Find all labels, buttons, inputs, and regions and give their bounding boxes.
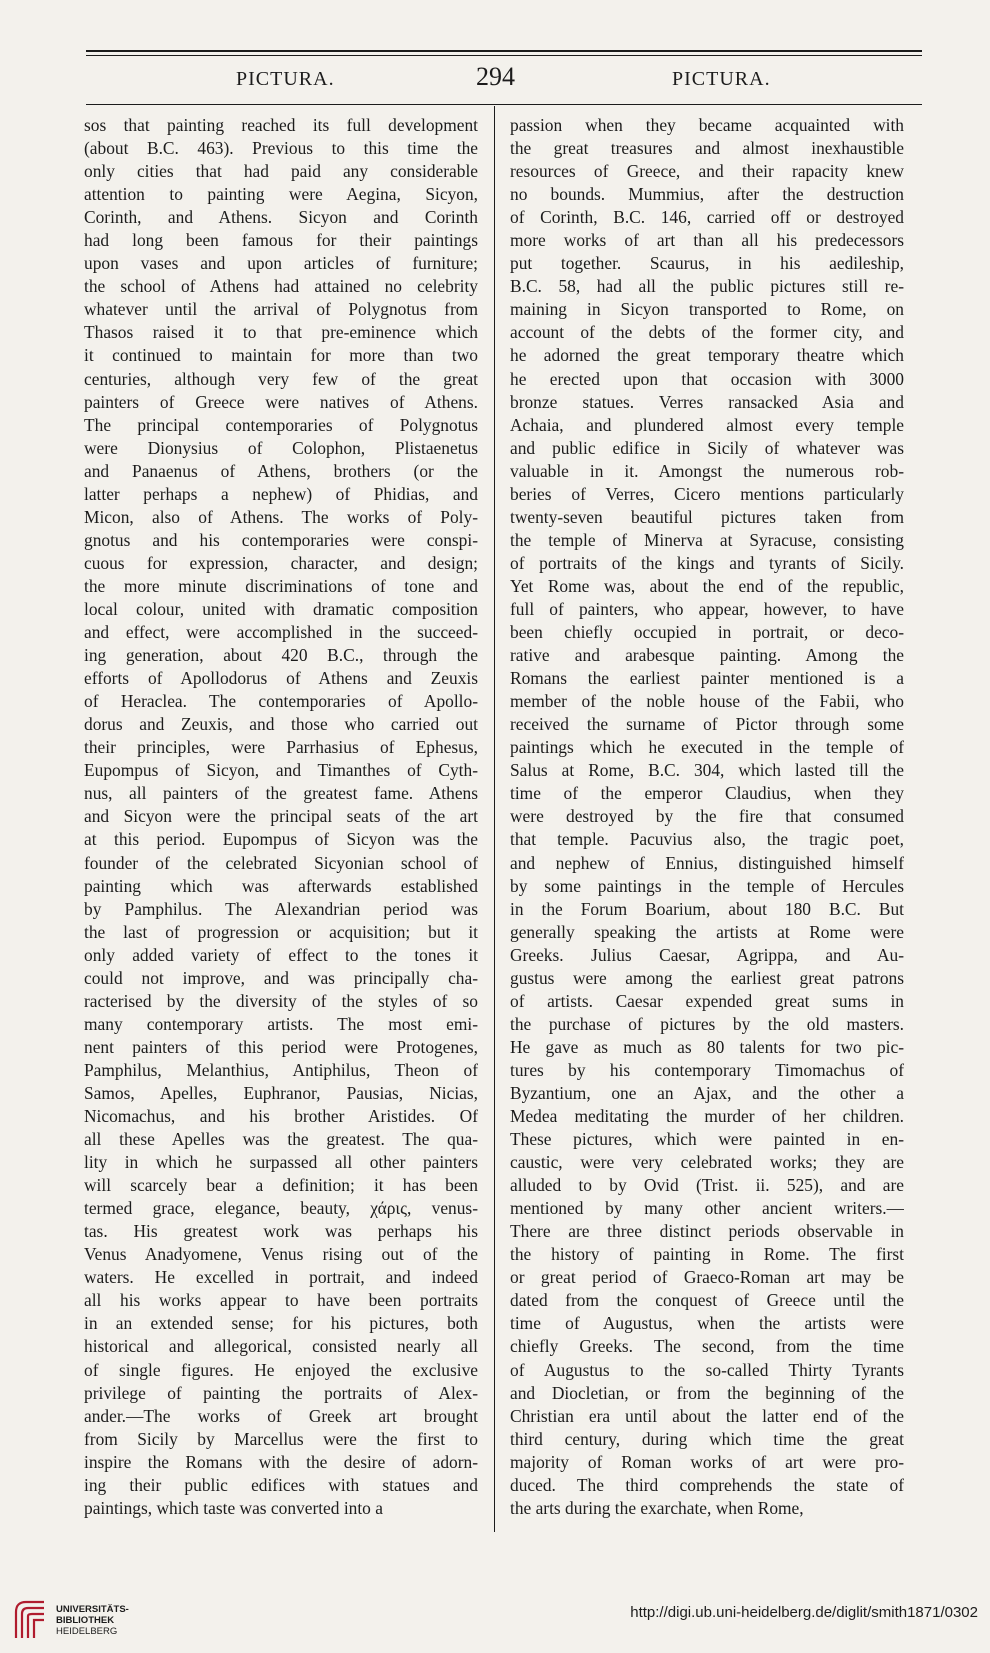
text-line: majority of Roman works of art were pro- xyxy=(510,1451,904,1472)
text-line: centuries, although very few of the great xyxy=(84,368,478,389)
text-line: the temple of Minerva at Syracuse, consisting xyxy=(510,529,904,550)
header-rule xyxy=(86,104,922,105)
header-left-title: PICTURA. xyxy=(236,68,335,90)
text-line: resources of Greece, and their rapacity knew xyxy=(510,161,904,182)
text-line: founder of the celebrated Sicyonian school of xyxy=(84,852,478,873)
text-line: all these Apelles was the greatest. The qua- xyxy=(84,1129,478,1150)
text-line: Medea meditating the murder of her children. xyxy=(510,1106,904,1127)
library-logo-icon xyxy=(12,1598,48,1642)
text-line: of Heraclea. The contemporaries of Apollo- xyxy=(84,691,478,712)
text-line: the arts during the exarchate, when Rome, xyxy=(510,1497,804,1518)
text-line: had long been famous for their paintings xyxy=(84,230,478,251)
text-line: Achaia, and plundered almost every temple xyxy=(510,414,904,435)
text-line: the last of progression or acquisition; but it xyxy=(84,921,478,942)
text-line: Pamphilus, Melanthius, Antiphilus, Theon of xyxy=(84,1059,478,1080)
text-line: ander.—The works of Greek art brought xyxy=(84,1405,478,1426)
text-line: time of Augustus, when the artists were xyxy=(510,1313,904,1334)
text-line: ing generation, about 420 B.C., through the xyxy=(84,645,478,666)
text-line: attention to painting were Aegina, Sicyon, xyxy=(84,184,478,205)
text-line: The principal contemporaries of Polygnotus xyxy=(84,414,478,435)
text-line: painting which was afterwards established xyxy=(84,875,478,896)
text-line: been chiefly occupied in portrait, or deco- xyxy=(510,622,904,643)
footer xyxy=(0,1598,990,1653)
text-line: their principles, were Parrhasius of Ephesus, xyxy=(84,737,478,758)
right-column xyxy=(510,114,904,1520)
text-line: paintings which he executed in the temple of xyxy=(510,737,904,758)
text-line: caustic, were very celebrated works; they are xyxy=(510,1152,904,1173)
text-line: efforts of Apollodorus of Athens and Zeuxis xyxy=(84,668,478,689)
text-line: (about B.C. 463). Previous to this time the xyxy=(84,138,478,159)
text-line: by some paintings in the temple of Hercules xyxy=(510,875,904,896)
text-line: Samos, Apelles, Euphranor, Pausias, Nicias, xyxy=(84,1082,478,1103)
text-line: were Dionysius of Colophon, Plistaenetus xyxy=(84,437,478,458)
text-line: it continued to maintain for more than two xyxy=(84,345,478,366)
text-line: generally speaking the artists at Rome were xyxy=(510,921,904,942)
text-line: and nephew of Ennius, distinguished himself xyxy=(510,852,904,873)
text-line: twenty-seven beautiful pictures taken from xyxy=(510,506,904,527)
text-line: There are three distinct periods observable in xyxy=(510,1221,904,1242)
text-line: latter perhaps a nephew) of Phidias, and xyxy=(84,483,478,504)
text-line: Corinth, and Athens. Sicyon and Corinth xyxy=(84,207,478,228)
top-rule xyxy=(86,50,922,52)
source-url-link[interactable]: http://digi.ub.uni-heidelberg.de/diglit/smith1871/0302 xyxy=(630,1604,978,1621)
text-line: Thasos raised it to that pre-eminence which xyxy=(84,322,478,343)
text-line: gustus were among the earliest great patrons xyxy=(510,967,904,988)
text-line: and Diocletian, or from the beginning of the xyxy=(510,1382,904,1403)
text-line: privilege of painting the portraits of Alex- xyxy=(84,1382,478,1403)
text-line: beries of Verres, Cicero mentions particularly xyxy=(510,483,904,504)
text-line: alluded to by Ovid (Trist. ii. 525), and are xyxy=(510,1175,904,1196)
text-line: Venus Anadyomene, Venus rising out of the xyxy=(84,1244,478,1265)
text-line: Micon, also of Athens. The works of Poly- xyxy=(84,506,478,527)
text-line: termed grace, elegance, beauty, χάρις, venus- xyxy=(84,1198,478,1219)
text-line: tas. His greatest work was perhaps his xyxy=(84,1221,478,1242)
text-line: Nicomachus, and his brother Aristides. Of xyxy=(84,1106,478,1127)
text-line: third century, during which time the great xyxy=(510,1428,904,1449)
text-line: the great treasures and almost inexhaustible xyxy=(510,138,904,159)
text-line: by Pamphilus. The Alexandrian period was xyxy=(84,898,478,919)
text-line: rative and arabesque painting. Among the xyxy=(510,645,904,666)
text-line: will scarcely bear a definition; it has been xyxy=(84,1175,478,1196)
text-line: account of the debts of the former city, and xyxy=(510,322,904,343)
text-line: dated from the conquest of Greece until the xyxy=(510,1290,904,1311)
text-line: he erected upon that occasion with 3000 xyxy=(510,368,904,389)
text-line: and public edifice in Sicily of whatever was xyxy=(510,437,904,458)
text-line: more works of art than all his predecessors xyxy=(510,230,904,251)
column-divider xyxy=(494,106,495,1532)
text-line: the more minute discriminations of tone and xyxy=(84,575,478,596)
text-line: whatever until the arrival of Polygnotus from xyxy=(84,299,478,320)
text-line: duced. The third comprehends the state of xyxy=(510,1474,904,1495)
top-rule-thin xyxy=(86,55,922,56)
text-line: waters. He excelled in portrait, and indeed xyxy=(84,1267,478,1288)
text-line: nus, all painters of the greatest fame. Athens xyxy=(84,783,478,804)
text-line: the history of painting in Rome. The first xyxy=(510,1244,904,1265)
text-line: only cities that had paid any considerable xyxy=(84,161,478,182)
text-line: that temple. Pacuvius also, the tragic poet, xyxy=(510,829,904,850)
text-line: gnotus and his contemporaries were conspi- xyxy=(84,529,478,550)
text-line: could not improve, and was principally cha- xyxy=(84,967,478,988)
text-line: and Panaenus of Athens, brothers (or the xyxy=(84,460,478,481)
text-line: from Sicily by Marcellus were the first to xyxy=(84,1428,478,1449)
text-line: many contemporary artists. The most emi- xyxy=(84,1013,478,1034)
library-line-2: BIBLIOTHEK xyxy=(56,1615,115,1626)
text-line: Romans the earliest painter mentioned is a xyxy=(510,668,904,689)
text-line: Yet Rome was, about the end of the republic, xyxy=(510,575,904,596)
text-line: in an extended sense; for his pictures, both xyxy=(84,1313,478,1334)
text-line: dorus and Zeuxis, and those who carried out xyxy=(84,714,478,735)
text-line: B.C. 58, had all the public pictures still re- xyxy=(510,276,904,297)
text-line: full of painters, who appear, however, to have xyxy=(510,598,904,619)
text-line: time of the emperor Claudius, when they xyxy=(510,783,904,804)
text-line: Christian era until about the latter end of the xyxy=(510,1405,904,1426)
text-line: tures by his contemporary Timomachus of xyxy=(510,1059,904,1080)
text-line: Greeks. Julius Caesar, Agrippa, and Au- xyxy=(510,944,904,965)
library-line-1: UNIVERSITÄTS- xyxy=(56,1604,129,1615)
text-line: paintings, which taste was converted into a xyxy=(84,1497,383,1518)
text-line: maining in Sicyon transported to Rome, on xyxy=(510,299,904,320)
text-line: at this period. Eupompus of Sicyon was the xyxy=(84,829,478,850)
text-line: all his works appear to have been portraits xyxy=(84,1290,478,1311)
text-line: racterised by the diversity of the styles of so xyxy=(84,990,478,1011)
text-line: passion when they became acquainted with xyxy=(510,115,904,135)
text-line: cuous for expression, character, and design; xyxy=(84,552,478,573)
text-line: or great period of Graeco-Roman art may be xyxy=(510,1267,904,1288)
text-line: Eupompus of Sicyon, and Timanthes of Cyth- xyxy=(84,760,478,781)
text-line: ing their public edifices with statues and xyxy=(84,1474,478,1495)
text-line: Salus at Rome, B.C. 304, which lasted till the xyxy=(510,760,904,781)
text-line: were destroyed by the fire that consumed xyxy=(510,806,904,827)
text-line: mentioned by many other ancient writers.— xyxy=(510,1198,904,1219)
text-line: in the Forum Boarium, about 180 B.C. But xyxy=(510,898,904,919)
text-line: bronze statues. Verres ransacked Asia and xyxy=(510,391,904,412)
text-line: painters of Greece were natives of Athens. xyxy=(84,391,478,412)
text-line: of artists. Caesar expended great sums in xyxy=(510,990,904,1011)
text-line: local colour, united with dramatic composition xyxy=(84,598,478,619)
text-line: of Corinth, B.C. 146, carried off or destroyed xyxy=(510,207,904,228)
text-line: valuable in it. Amongst the numerous rob- xyxy=(510,460,904,481)
text-line: member of the noble house of the Fabii, who xyxy=(510,691,904,712)
text-line: he adorned the great temporary theatre which xyxy=(510,345,904,366)
text-line: upon vases and upon articles of furniture; xyxy=(84,253,478,274)
page-number: 294 xyxy=(476,62,515,91)
library-name xyxy=(56,1604,129,1637)
text-line: received the surname of Pictor through some xyxy=(510,714,904,735)
text-line: sos that painting reached its full development xyxy=(84,115,478,135)
text-line: and Sicyon were the principal seats of the art xyxy=(84,806,478,827)
text-line: of single figures. He enjoyed the exclusive xyxy=(84,1359,478,1380)
text-line: only added variety of effect to the tones it xyxy=(84,944,478,965)
text-line: These pictures, which were painted in en- xyxy=(510,1129,904,1150)
library-line-3: HEIDELBERG xyxy=(56,1626,118,1637)
text-line: the school of Athens had attained no celebrity xyxy=(84,276,478,297)
text-line: lity in which he surpassed all other painters xyxy=(84,1152,478,1173)
running-header xyxy=(86,62,922,100)
text-line: the purchase of pictures by the old masters. xyxy=(510,1013,904,1034)
text-line: put together. Scaurus, in his aedileship, xyxy=(510,253,904,274)
text-line: of portraits of the kings and tyrants of Sicily. xyxy=(510,552,904,573)
left-column xyxy=(84,114,478,1520)
header-right-title: PICTURA. xyxy=(672,68,771,90)
text-line: inspire the Romans with the desire of adorn- xyxy=(84,1451,478,1472)
text-line: no bounds. Mummius, after the destruction xyxy=(510,184,904,205)
text-line: Byzantium, one an Ajax, and the other a xyxy=(510,1082,904,1103)
text-line: and effect, were accomplished in the succeed- xyxy=(84,622,478,643)
text-line: of Augustus to the so-called Thirty Tyrants xyxy=(510,1359,904,1380)
text-line: nent painters of this period were Protogenes, xyxy=(84,1036,478,1057)
text-line: historical and allegorical, consisted nearly all xyxy=(84,1336,478,1357)
text-line: chiefly Greeks. The second, from the time xyxy=(510,1336,904,1357)
text-line: He gave as much as 80 talents for two pic- xyxy=(510,1036,904,1057)
